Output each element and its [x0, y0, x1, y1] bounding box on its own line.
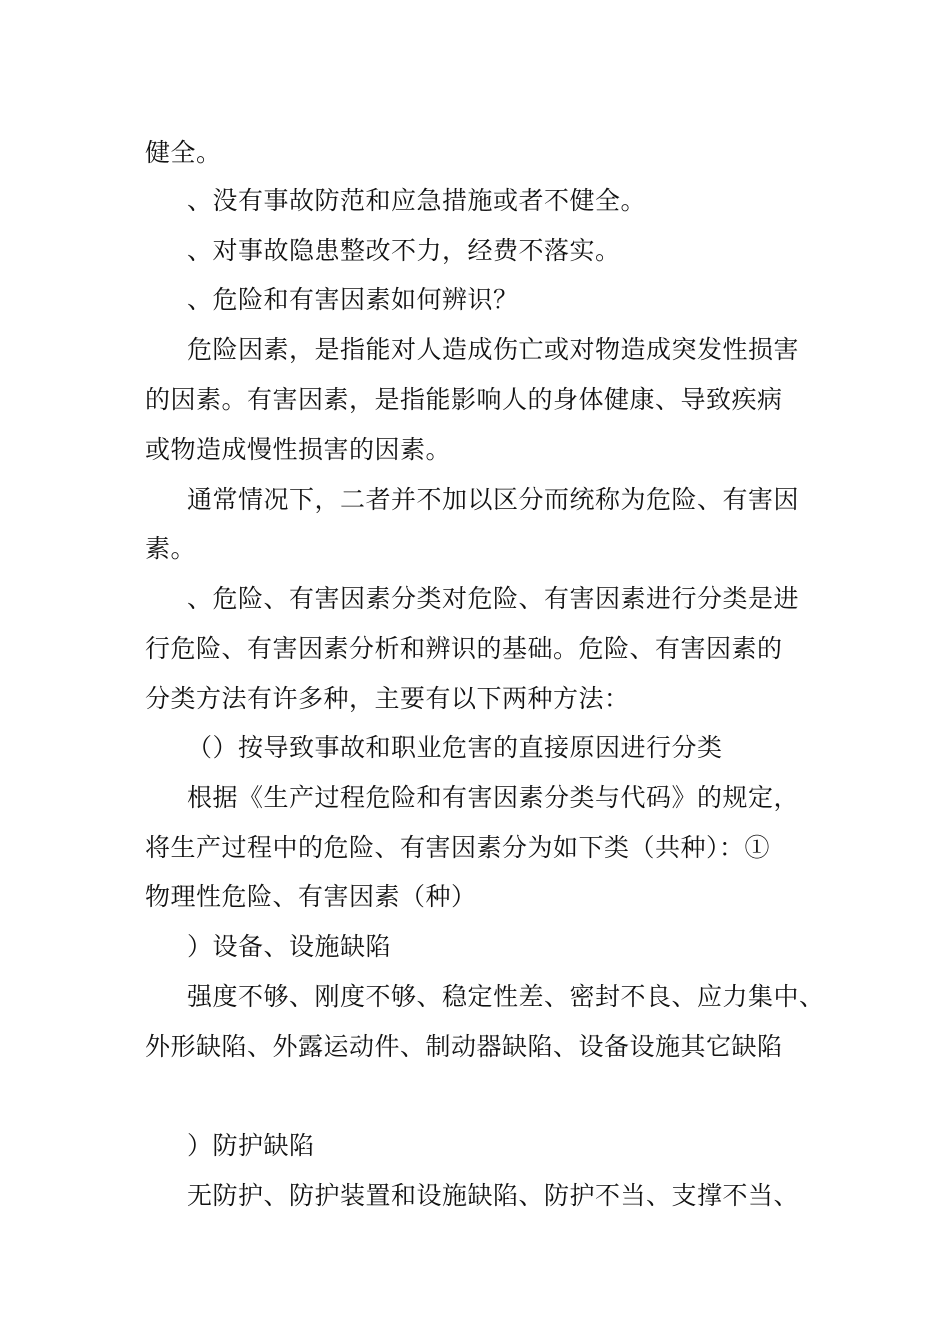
text-line: 分类方法有许多种，主要有以下两种方法： — [145, 684, 630, 713]
text-line: 、没有事故防范和应急措施或者不健全。 — [187, 186, 647, 215]
text-line: 外形缺陷、外露运动件、制动器缺陷、设备设施其它缺陷 — [145, 1032, 783, 1061]
text-line: 素。 — [145, 534, 197, 563]
text-line: 、对事故隐患整改不力，经费不落实。 — [187, 236, 621, 265]
text-line: 强度不够、刚度不够、稳定性差、密封不良、应力集中、 — [187, 982, 825, 1011]
text-line: 将生产过程中的危险、有害因素分为如下类（共种）：① — [145, 833, 771, 862]
text-line: 健全。 — [145, 138, 222, 167]
text-line: 根据《生产过程危险和有害因素分类与代码》的规定， — [187, 783, 800, 812]
text-line: 危险因素，是指能对人造成伤亡或对物造成突发性损害 — [187, 335, 800, 364]
text-line: 的因素。有害因素，是指能影响人的身体健康、导致疾病 — [145, 385, 783, 414]
section-heading: 、危险和有害因素如何辨识？ — [187, 285, 519, 314]
subsection-heading: ）防护缺陷 — [187, 1131, 315, 1160]
text-line: 、危险、有害因素分类对危险、有害因素进行分类是进 — [187, 584, 800, 613]
text-line: 通常情况下，二者并不加以区分而统称为危险、有害因 — [187, 485, 800, 514]
text-line: 无防护、防护装置和设施缺陷、防护不当、支撑不当、 — [187, 1181, 800, 1210]
subsection-heading: ）设备、设施缺陷 — [187, 932, 392, 961]
text-line: 物理性危险、有害因素（种） — [145, 882, 477, 911]
text-line: 或物造成慢性损害的因素。 — [145, 435, 452, 464]
subsection-heading: （）按导致事故和职业危害的直接原因进行分类 — [187, 733, 723, 762]
text-line: 行危险、有害因素分析和辨识的基础。危险、有害因素的 — [145, 634, 783, 663]
